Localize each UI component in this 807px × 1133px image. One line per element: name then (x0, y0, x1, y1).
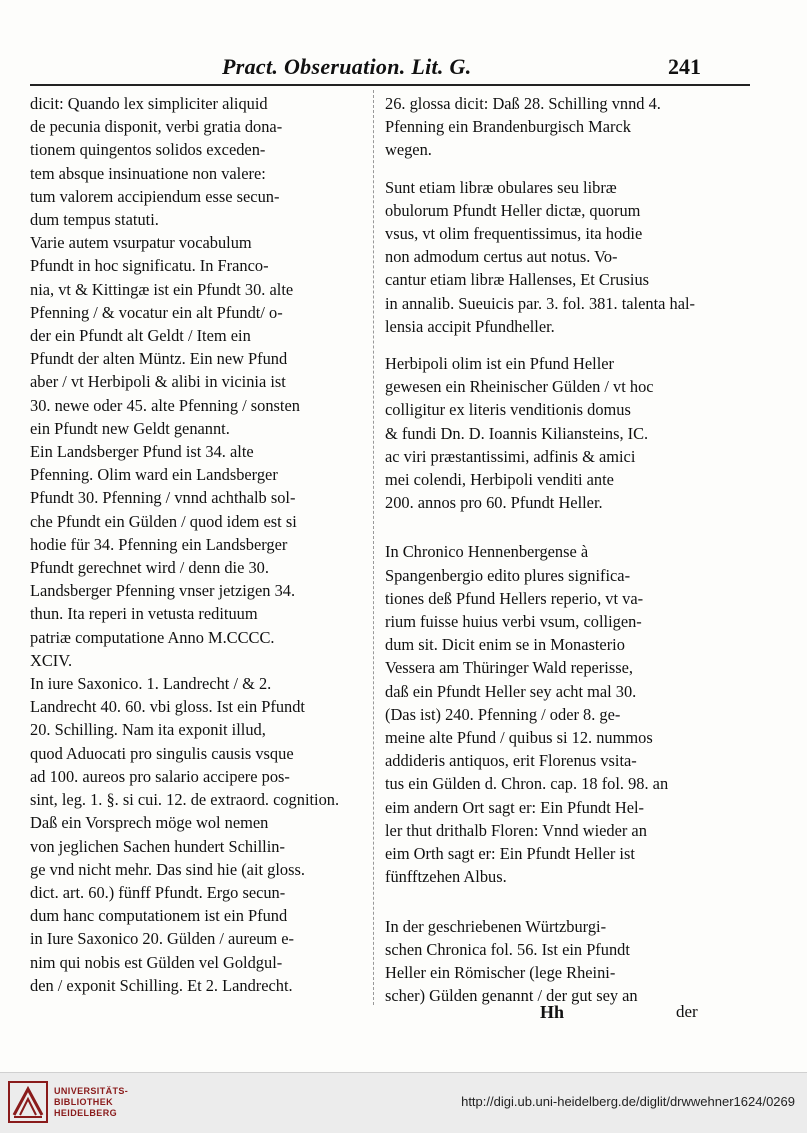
logo-line-2: BIBLIOTHEK (54, 1097, 113, 1107)
paragraph-right-3: Herbipoli olim ist ein Pfund Heller gewesen ein Rheinischer Gülden / vt hoc colligitur ex literis venditionis domus & fundi Dn. D. Ioannis Kiliansteins, IC. ac viri præstantissimi, adfinis & amici mei colendi, Herbipoli venditi ante 200. annos pro 60. Pfundt Heller. (385, 354, 654, 513)
header-rule (30, 84, 750, 86)
paragraph-right-4: In Chronico Hennenbergense à Spangenbergio edito plures significa- tiones deß Pfund Hellers reperio, vt va- rium fuisse huius verbi vsum, colligen- dum sit. Dicit enim se in Monasterio Vessera am Thüringer Wald reperisse, daß ein Pfundt Heller sey acht mal 30. (Das ist) 240. Pfenning / oder 8. ge- meine alte Pfund / quibus si 12. nummos addideris antiquos, erit Florenus vsita- tus ein Gülden d. Chron. cap. 18 fol. 98. an eim andern Ort sagt er: Ein Pfundt Hel- ler thut drithalb Floren: Vnnd wieder an eim Orth sagt er: Ein Pfundt Heller ist fünfftzehen Albus. (385, 542, 669, 887)
footer-bar (0, 1072, 807, 1133)
left-column (30, 92, 366, 997)
paragraph-left-1: dicit: Quando lex simpliciter aliquid de pecunia disponit, verbi gratia dona- tionem quingentos solidos exceden- tem absque insinuatione non valere: tum valorem accipiendum esse secun- dum tempus statuti. (30, 94, 283, 230)
column-divider (373, 90, 374, 1005)
university-seal-icon (8, 1081, 48, 1123)
paragraph-right-2: Sunt etiam libræ obulares seu libræ obulorum Pfundt Heller dictæ, quorum vsus, vt olim frequentissimus, ita hodie non admodum certus aut notus. Vo- cantur etiam libræ Hallenses, Et Crusius in annalib. Sueuicis par. 3. fol. 381. talenta hal- lensia accipit Pfundheller. (385, 177, 695, 336)
permalink-url[interactable]: http://digi.ub.uni-heidelberg.de/diglit/drwwehner1624/0269 (461, 1094, 795, 1109)
paragraph-left-4: In iure Saxonico. 1. Landrecht / & 2. Landrecht 40. 60. vbi gloss. Ist ein Pfundt 20. Schilling. Nam ita exponit illud, quod Aduocati pro singulis causis vsque ad 100. aureos pro salario accipere pos- sint, leg. 1. §. si cui. 12. de extraord. cognition. Daß ein Vorsprech möge wol nemen von jeglichen Sachen hundert Schillin- ge vnd nicht mehr. Das sind hie (ait gloss. dict. art. 60.) fünff Pfundt. Ergo secun- dum hanc computationem ist ein Pfund in Iure Saxonico 20. Gülden / aureum e- nim qui nobis est Gülden vel Goldgul- den / exponit Schilling. Et 2. Landrecht. (30, 674, 340, 995)
logo-line-1: UNIVERSITÄTS- (54, 1086, 129, 1096)
logo-line-3: HEIDELBERG (54, 1108, 118, 1118)
right-column (385, 92, 715, 1007)
catchword: der (676, 1002, 698, 1021)
page-number: 241 (668, 54, 701, 79)
library-logo-text (54, 1086, 128, 1119)
paragraph-left-2: Varie autem vsurpatur vocabulum Pfundt in hoc significatu. In Franco- nia, vt & Kittingæ ist ein Pfundt 30. alte Pfenning / & vocatur ein alt Pfundt/ o- der ein Pfundt alt Geldt / Item ein Pfundt der alten Müntz. Ein new Pfund aber / vt Herbipoli & alibi in vicinia ist 30. newe oder 45. alte Pfenning / sonsten ein Pfundt new Geldt genannt. (30, 233, 300, 438)
paragraph-left-3: Ein Landsberger Pfund ist 34. alte Pfenning. Olim ward ein Landsberger Pfundt 30. Pfenning / vnnd achthalb sol- che Pfundt ein Gülden / quod idem est si hodie für 34. Pfenning ein Landsberger Pfundt gerechnet wird / denn die 30. Landsberger Pfenning vnser jetzigen 34. thun. Ita reperi in vetusta redituum patriæ computatione Anno M.CCCC. XCIV. (30, 442, 297, 670)
signature-mark: Hh (540, 1002, 565, 1022)
paragraph-right-1: 26. glossa dicit: Daß 28. Schilling vnnd 4. Pfenning ein Brandenburgisch Marck wegen. (385, 94, 661, 160)
paragraph-right-5: In der geschriebenen Würtzburgi- schen Chronica fol. 56. Ist ein Pfundt Heller ein Römischer (lege Rheini- scher) Gülden genannt / der gut sey an (385, 916, 638, 1006)
running-head-title: Pract. Obseruation. Lit. G. (222, 54, 472, 79)
